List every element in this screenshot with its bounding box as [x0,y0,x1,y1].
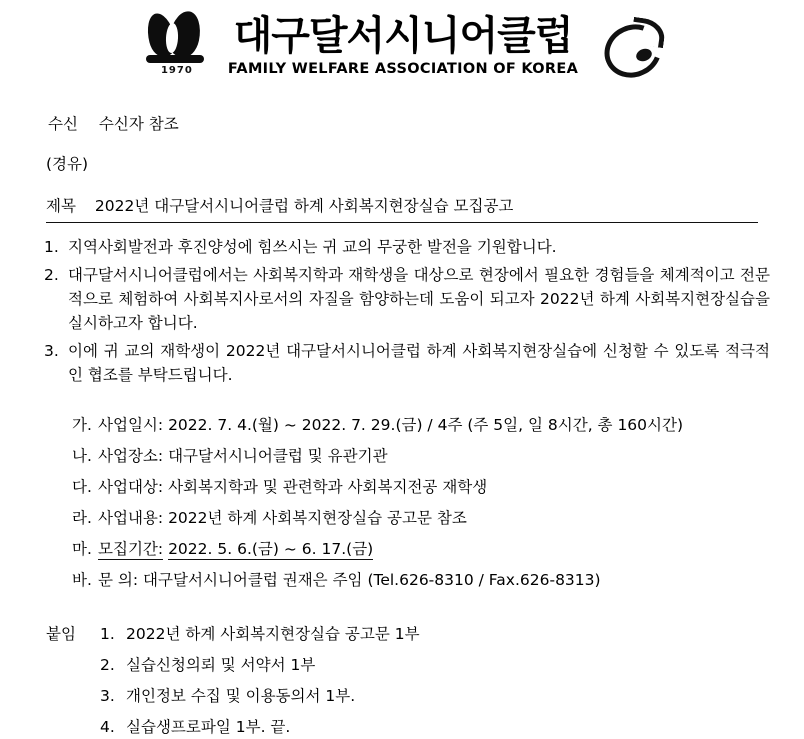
attachment-marker: 3. [100,687,115,706]
detail-label: 문 의: [98,571,139,590]
detail-item-application-period [72,537,770,561]
detail-item-location [72,444,770,468]
attachment-label: 붙임 [46,625,76,644]
paragraph-text: 대구달서시니어클럽에서는 사회복지학과 재학생을 대상으로 현장에서 필요한 경험들을 체계적이고 전문적으로 체험하여 사회복지사로서의 자질을 함양하는데 도움이 되고자 2022년 하계 사회복지현장실습을 실시하고자 합니다. [68,266,770,333]
recipient-row [48,112,770,136]
attachment-text: 개인정보 수집 및 이용동의서 1부. [126,687,356,706]
attachment-marker: 1. [100,625,115,644]
attachment-block [44,622,770,739]
paragraph-item [44,235,770,259]
subject-value: 2022년 대구달서시니어클럽 하계 사회복지현장실습 모집공고 [94,197,514,216]
detail-marker: 마. [72,540,92,559]
detail-marker: 바. [72,571,92,590]
detail-item-content [72,506,770,530]
recipient-value: 수신자 참조 [98,115,179,133]
detail-list [44,413,770,592]
paragraph-marker: 1. [44,238,59,257]
detail-item-schedule [72,413,770,437]
detail-marker: 나. [72,447,92,466]
attachment-marker: 2. [100,656,115,675]
detail-label: 모집기간: [98,540,164,559]
detail-value: 대구달서시니어클럽 권재은 주임 (Tel.626-8310 / Fax.626-8313) [143,571,601,590]
detail-value: 대구달서시니어클럽 및 유관기관 [168,447,388,466]
paragraph-text: 이에 귀 교의 재학생이 2022년 대구달서시니어클럽 하계 사회복지현장실습에 신청할 수 있도록 적극적인 협조를 부탁드립니다. [68,342,770,385]
numbered-paragraph-list [44,235,770,387]
organization-name-kr: 대구달서시니어클럽 [233,12,573,59]
attachment-text: 실습생프로파일 1부. 끝. [126,718,291,737]
document-body [0,92,804,739]
letterhead [0,0,804,92]
logo-year-label: 1970 [160,65,193,76]
attachment-marker: 4. [100,718,115,737]
subject-label: 제목 [46,197,76,216]
detail-marker: 라. [72,509,92,528]
detail-value: 2022. 5. 6.(금) ~ 6. 17.(금) [168,540,374,559]
detail-label: 사업내용: [98,509,164,528]
attachment-item [100,684,770,708]
detail-marker: 가. [72,416,92,435]
swoosh-icon [602,19,664,73]
detail-label: 사업일시: [98,416,164,435]
detail-item-target [72,475,770,499]
recipient-label: 수신 [48,115,78,133]
detail-label: 사업대상: [98,478,164,497]
detail-value: 사회복지학과 및 관련학과 사회복지전공 재학생 [168,478,488,497]
attachment-item [100,715,770,739]
detail-marker: 다. [72,478,92,497]
paragraph-marker: 3. [44,342,59,361]
paragraph-item [44,339,770,387]
attachment-list [46,622,770,739]
organization-name-en: FAMILY WELFARE ASSOCIATION OF KOREA [227,60,579,77]
attachment-text: 2022년 하계 사회복지현장실습 공고문 1부 [126,625,420,644]
organization-wordmark [227,12,579,77]
paragraph-item [44,263,770,335]
detail-value: 2022년 하계 사회복지현장실습 공고문 참조 [168,509,467,528]
detail-value: 2022. 7. 4.(월) ~ 2022. 7. 29.(금) / 4주 (주 5일, 일 8시간, 총 160시간) [168,416,684,435]
attachment-item [100,622,770,646]
detail-item-contact [72,568,770,592]
subject-row [46,194,758,223]
attachment-item [100,653,770,677]
attachment-text: 실습신청의뢰 및 서약서 1부 [126,656,316,675]
detail-label: 사업장소: [98,447,164,466]
paragraph-marker: 2. [44,266,59,285]
paragraph-text: 지역사회발전과 후진양성에 힘쓰시는 귀 교의 무궁한 발전을 기원합니다. [68,238,557,257]
family-logo-icon [140,9,214,83]
via-row: (경유) [46,155,89,174]
